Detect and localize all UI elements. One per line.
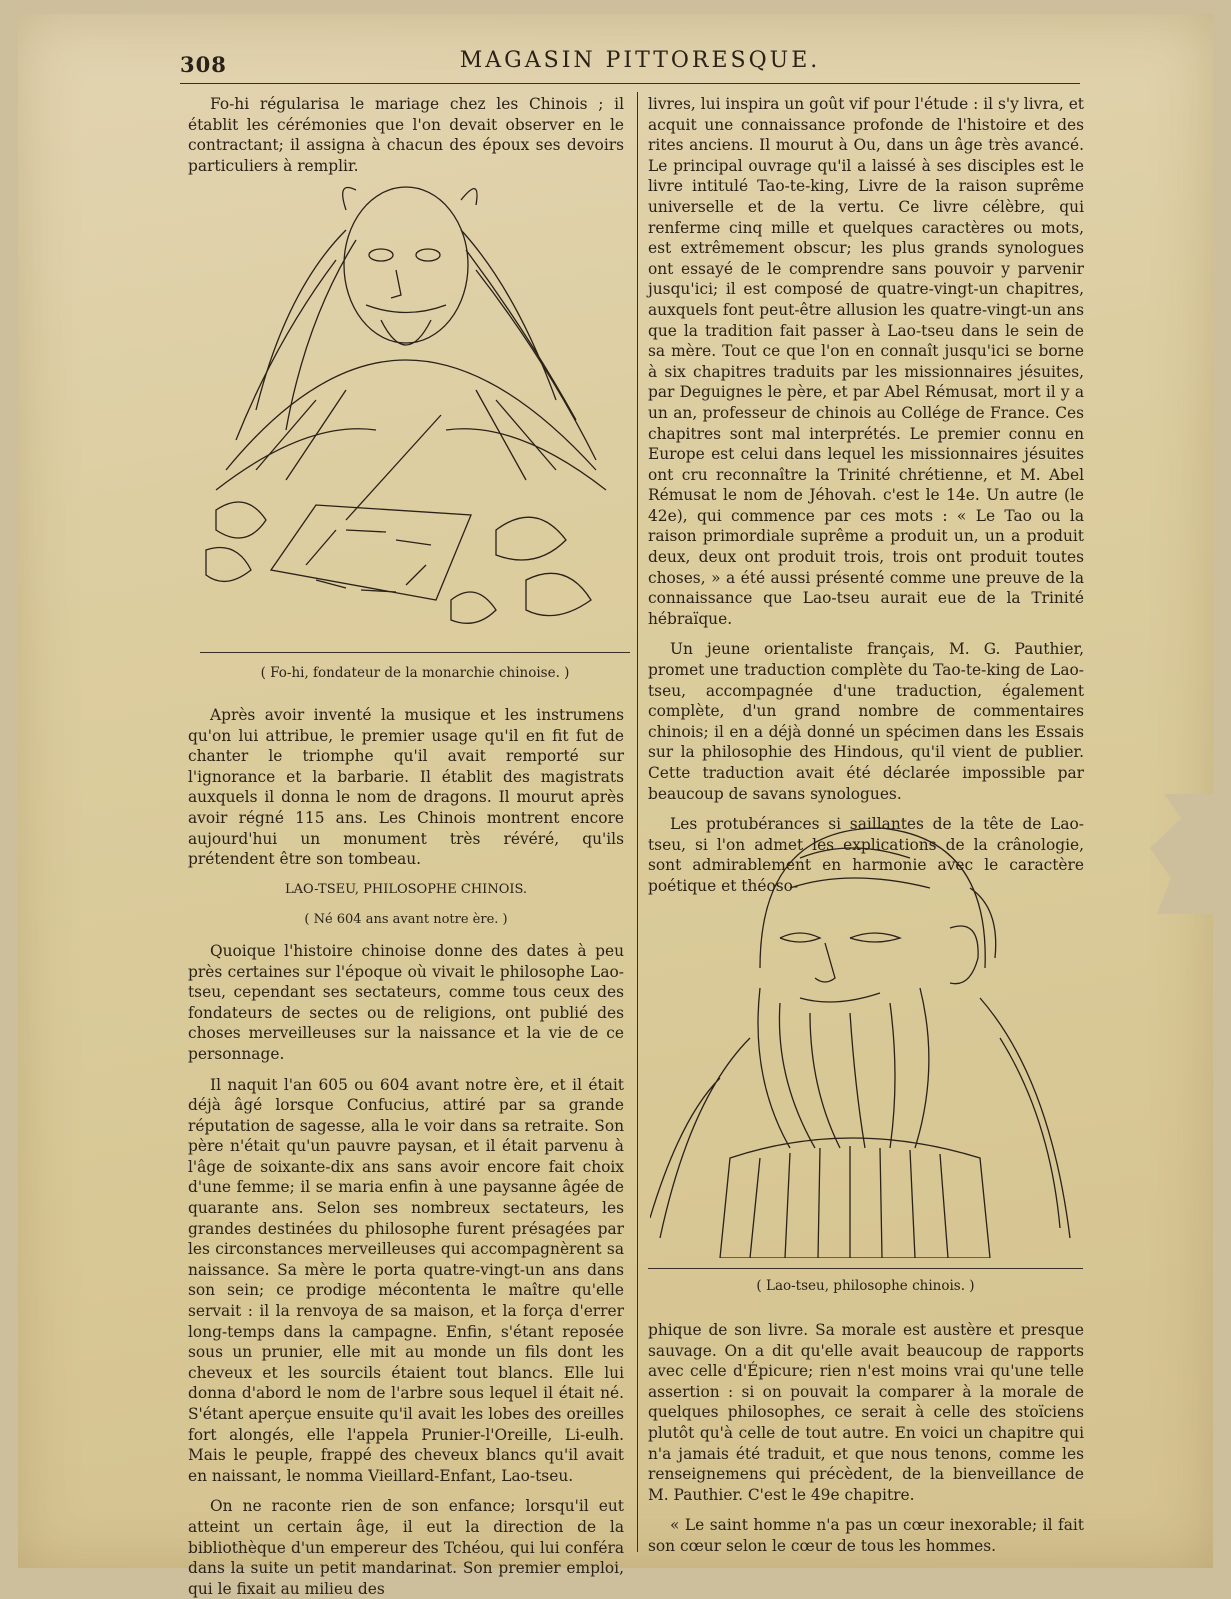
- left-column-top: [188, 94, 624, 176]
- laotseu-caption: ( Lao-tseu, philosophe chinois. ): [756, 1278, 975, 1294]
- right-column-top: [648, 94, 1084, 897]
- figure-rule-2: [648, 1268, 1083, 1269]
- laotseu-paragraph-3: On ne raconte rien de son enfance; lorsqu'il eut atteint un certain âge, il eut la direction de la bibliothèque d'un empereur des Tchéou, qui lui conféra dans la suite un petit mandarinat. Son premier emploi, qui le fixait au milieu des: [188, 1497, 624, 1598]
- right-column-bottom: [648, 1320, 1084, 1557]
- fohi-paragraph: Après avoir inventé la musique et les instrumens qu'on lui attribue, le premier usage qu'il en fit fut de chanter le triomphe qu'il avait remporté sur l'ignorance et la barbarie. Il établit des magistrats auxquels il donna le nom de dragons. Il mourut après avoir régné 115 ans. Les Chinois montrent encore aujourd'hui un monument très révéré, qu'ils prétendent être son tombeau.: [188, 706, 624, 869]
- page-number: 308: [180, 52, 227, 77]
- fohi-engraving: [196, 170, 628, 640]
- figure-rule: [200, 652, 630, 653]
- left-column-body: [188, 705, 624, 1599]
- laotseu-engraving: [650, 818, 1082, 1258]
- magazine-title: MAGASIN PITTORESQUE.: [459, 48, 821, 73]
- right-paragraph-1: livres, lui inspira un goût vif pour l'étude : il s'y livra, et acquit une connaissance profonde de l'histoire et des rites anciens. Il mourut à Ou, dans un âge très avancé. Le principal ouvrage qu'il a laissé à ses disciples est le livre intitulé Tao-te-king, Livre de la raison suprême universelle et de la vertu. Ce livre célèbre, qui renferme cinq mille et quelques caractères ou mots, est extrêmement obscur; les plus grands synologues ont essayé de le comprendre sans pouvoir y parvenir jusqu'ici; il est composé de quatre-vingt-un chapitres, auxquels font peut-être allusion les quatre-vingt-un ans que la tradition fait passer à Lao-tseu dans le sein de sa mère. Tout ce que l'on en connaît jusqu'ici se borne à six chapitres traduits par les missionnaires jésuites, par Deguignes le père, et par Abel Rémusat, mort il y a un an, professeur de chinois au Collége de France. Ces chapitres sont mal interprétés. Le premier connu en Europe est celui dans lequel les missionnaires jésuites ont cru reconnaître la Trinité chrétienne, et M. Abel Rémusat le nom de Jéhovah. c'est le 14e. Un autre (le 42e), qui commence par ces mots : « Le Tao ou la raison primordiale suprême a produit un, un a produit deux, deux ont produit trois, trois ont produit toutes choses, » a été aussi présenté comme une preuve de la connaissance que Lao-tseu aurait eue de la Trinité hébraïque.: [648, 95, 1084, 628]
- right-paragraph-5: « Le saint homme n'a pas un cœur inexorable; il fait son cœur selon le cœur de tous les hommes.: [648, 1516, 1084, 1555]
- torn-edge: [1143, 794, 1213, 914]
- fohi-caption: ( Fo-hi, fondateur de la monarchie chinoise. ): [260, 665, 570, 681]
- header-rule: [180, 83, 1080, 84]
- right-paragraph-4: phique de son livre. Sa morale est austère et presque sauvage. On a dit qu'elle avait beaucoup de rapports avec celle d'Épicure; rien n'est moins vrai qu'une telle assertion : si on pouvait la comparer à la morale de quelques philosophes, ce serait à celle des stoïciens plutôt qu'à celle de tout autre. En voici un chapitre qui n'a jamais été traduit, et que nous tenons, comme les renseignemens qui précèdent, de la bienveillance de M. Pauthier. C'est le 49e chapitre.: [648, 1321, 1084, 1504]
- column-divider: [637, 92, 638, 1552]
- fohi-illustration: [196, 170, 628, 640]
- section-subheading: ( Né 604 ans avant notre ère. ): [304, 912, 508, 928]
- laotseu-paragraph-2: Il naquit l'an 605 ou 604 avant notre ère, et il était déjà âgé lorsque Confucius, attiré par sa grande réputation de sagesse, alla le voir dans sa retraite. Son père n'était qu'un pauvre paysan, et il était parvenu à l'âge de soixante-dix ans sans avoir encore fait choix d'une femme; il se maria enfin à une paysanne âgée de quarante ans. Selon ses nombreux sectateurs, les grandes destinées du philosophe furent présagées par les circonstances merveilleuses qui accompagnèrent sa naissance. Sa mère le porta quatre-vingt-un ans dans son sein; ce prodige mécontenta le maître qu'elle servait : il la renvoya de sa maison, et la força d'errer long-temps dans la campagne. Enfin, s'étant reposée sous un prunier, elle mit au monde un fils dont les cheveux et les sourcils étaient tout blancs. Elle lui donna d'abord le nom de l'arbre sous lequel il était né. S'étant aperçue ensuite qu'il avait les lobes des oreilles fort alongés, elle l'appela Prunier-l'Oreille, Li-eulh. Mais le peuple, frappé des cheveux blancs qu'il avait en naissant, le nomma Vieillard-Enfant, Lao-tseu.: [188, 1075, 624, 1485]
- intro-paragraph: Fo-hi régularisa le mariage chez les Chinois ; il établit les cérémonies que l'on devait observer en le contractant; il assigna à chacun des époux ses devoirs particuliers à remplir.: [188, 95, 624, 175]
- laotseu-illustration: [650, 818, 1082, 1258]
- laotseu-paragraph-1: Quoique l'histoire chinoise donne des dates à peu près certaines sur l'époque où vivait le philosophe Lao-tseu, cependant ses sectateurs, comme tous ceux des fondateurs de sectes ou de religions, ont publié des choses merveilleuses sur la naissance et la vie de ce personnage.: [188, 941, 624, 1063]
- section-heading: LAO-TSEU, PHILOSOPHE CHINOIS.: [284, 881, 528, 897]
- right-paragraph-2: Un jeune orientaliste français, M. G. Pauthier, promet une traduction complète du Tao-te-king de Lao-tseu, accompagnée d'une traduction, également complète, d'un grand nombre de commentaires chinois; il en a déjà donné un spécimen dans les Essais sur la philosophie des Hindous, qu'il vient de publier. Cette traduction avait été déclarée impossible par beaucoup de savans synologues.: [648, 640, 1084, 803]
- right-paragraph-3: Les protubérances si saillantes de la tête de Lao-tseu, si l'on admet les explications de la crânologie, sont admirablement en harmonie avec le caractère poétique et théoso-: [648, 815, 1084, 895]
